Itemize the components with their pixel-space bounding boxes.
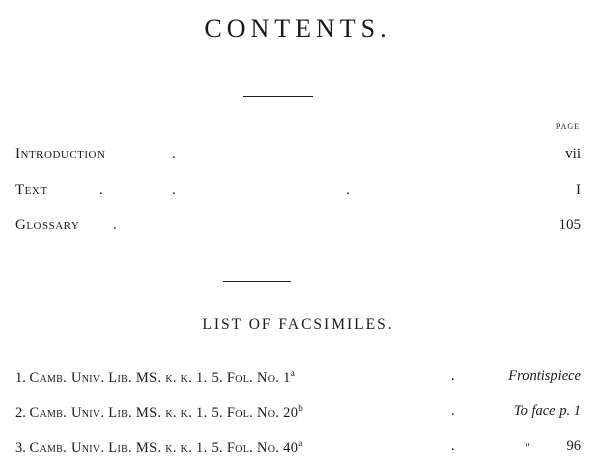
facsimiles-heading: LIST OF FACSIMILES. xyxy=(202,316,394,333)
leader-dot: . xyxy=(172,182,176,198)
page-title: CONTENTS. xyxy=(204,14,392,43)
leader-dot: . xyxy=(99,182,103,198)
facsimile-text: Camb. Univ. Lib. MS. k. k. 1. 5. Fol. No. 1 xyxy=(29,370,291,386)
facsimile-number: 2. xyxy=(15,405,26,421)
divider xyxy=(223,281,291,282)
page-column-header: PAGE xyxy=(555,122,580,131)
facsimile-number: 3. xyxy=(15,440,26,456)
toc-page-number: 105 xyxy=(558,217,581,233)
toc-page-number: I xyxy=(576,182,581,198)
facsimile-superscript: a xyxy=(290,368,295,378)
leader-dot: . xyxy=(113,217,117,233)
leader-dot: . xyxy=(451,403,455,419)
facsimile-reference: Frontispiece xyxy=(508,368,581,384)
facsimile-superscript: b xyxy=(298,403,303,413)
facsimile-row xyxy=(15,368,581,388)
toc-row-text xyxy=(15,182,581,202)
facsimile-superscript: a xyxy=(298,438,303,448)
facsimile-reference: 96 xyxy=(566,438,581,454)
toc-label: Introduction xyxy=(15,146,106,162)
divider xyxy=(243,96,313,97)
facsimile-description xyxy=(15,438,302,457)
facsimile-description xyxy=(15,403,303,422)
ditto-mark: " xyxy=(525,440,530,454)
facsimile-row xyxy=(15,403,581,423)
facsimile-reference: To face p. 1 xyxy=(513,403,581,419)
toc-label: Text xyxy=(15,182,48,198)
leader-dot: . xyxy=(346,182,350,198)
facsimile-row xyxy=(15,438,581,458)
facsimile-description xyxy=(15,368,295,387)
leader-dot: . xyxy=(451,368,455,384)
leader-dot: . xyxy=(451,438,455,454)
leader-dot: . xyxy=(172,146,176,162)
toc-row-glossary xyxy=(15,217,581,237)
facsimile-number: 1. xyxy=(15,370,26,386)
toc-label: Glossary xyxy=(15,217,80,233)
toc-page-number: vii xyxy=(565,146,581,162)
facsimile-text: Camb. Univ. Lib. MS. k. k. 1. 5. Fol. No. 40 xyxy=(29,440,299,456)
facsimile-text: Camb. Univ. Lib. MS. k. k. 1. 5. Fol. No. 20 xyxy=(29,405,299,421)
toc-row-introduction xyxy=(15,146,581,166)
